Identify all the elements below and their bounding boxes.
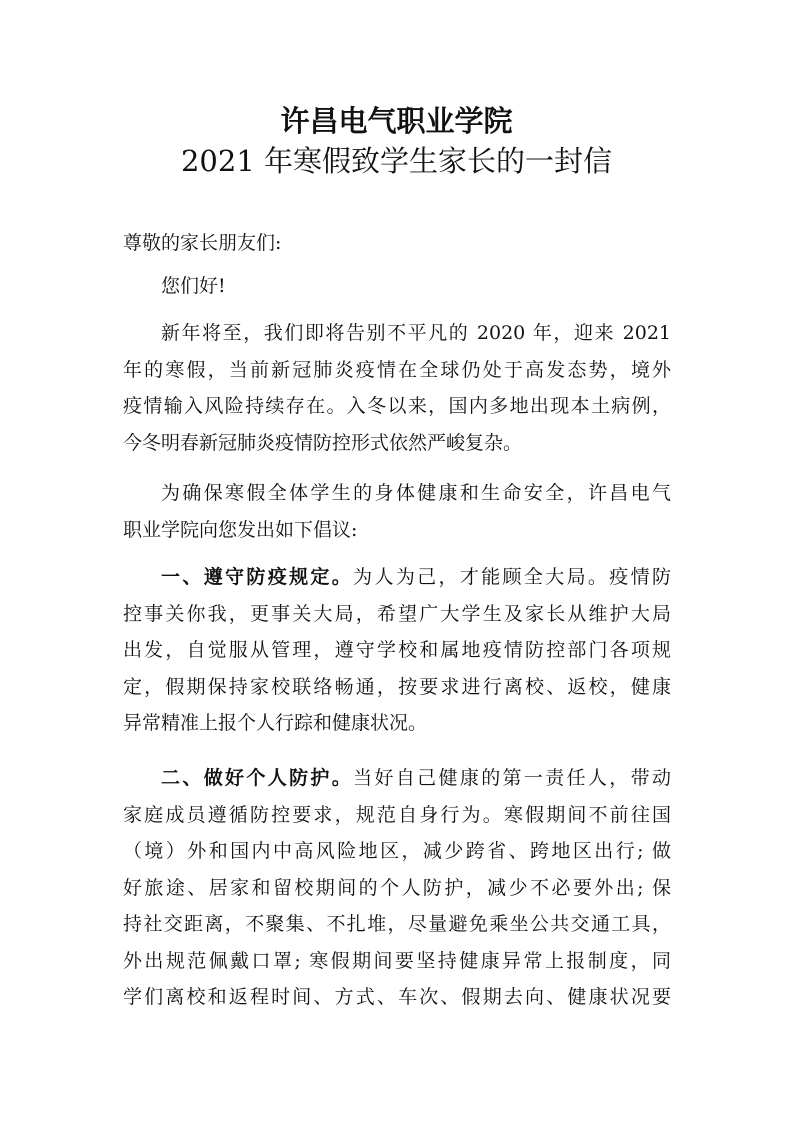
document-title-school: 许昌电气职业学院 (280, 104, 513, 138)
paragraph-line: 外出规范佩戴口罩; 寒假期间要坚持健康异常上报制度，同 (123, 949, 671, 972)
paragraph-line: 职业学院向您发出如下倡议: (123, 518, 358, 541)
paragraph-line: 控事关你我，更事关大局，希望广大学生及家长从维护大局 (123, 602, 671, 625)
paragraph-line: 疫情输入风险持续存在。入冬以来，国内多地出现本土病例， (123, 395, 671, 417)
paragraph-line: （境）外和国内中高风险地区，减少跨省、跨地区出行; 做 (123, 840, 671, 862)
paragraph-line: 学们离校和返程时间、方式、车次、假期去向、健康状况要 (123, 986, 671, 1008)
paragraph-line: 年的寒假，当前新冠肺炎疫情在全球仍处于高发态势，境外 (123, 358, 671, 381)
paragraph-rule-2 (123, 760, 671, 1016)
paragraph-line (123, 559, 671, 596)
paragraph-line: 持社交距离，不聚集、不扎堆，尽量避免乘坐公共交通工具， (123, 913, 671, 935)
paragraph-line: 出发，自觉服从管理，遵守学校和属地疫情防控部门各项规 (123, 639, 671, 661)
paragraph-rule-1 (123, 559, 671, 742)
paragraph-line: 新年将至，我们即将告别不平凡的 2020 年，迎来 2021 (161, 322, 671, 344)
paragraph-line: 为确保寒假全体学生的身体健康和生命安全，许昌电气 (161, 482, 671, 504)
paragraph-line-text: 为人为己，才能顾全大局。疫情防 (353, 566, 671, 588)
paragraph-intro (123, 315, 671, 461)
paragraph-line: 好旅途、居家和留校期间的个人防护，减少不必要外出; 保 (123, 876, 671, 899)
paragraph-line: 今冬明春新冠肺炎疫情防控形式依然严峻复杂。 (123, 431, 523, 454)
salutation: 尊敬的家长朋友们: (123, 232, 282, 254)
paragraph-line: 定，假期保持家校联络畅通，按要求进行离校、返校，健康 (123, 675, 671, 698)
paragraph-line-text: 当好自己健康的第一责任人，带动 (353, 767, 671, 789)
paragraph-line: 家庭成员遵循防控要求，规范自身行为。寒假期间不前往国 (123, 803, 671, 826)
document-title-letter: 2021 年寒假致学生家长的一封信 (180, 144, 613, 178)
greeting: 您们好! (161, 275, 226, 297)
paragraph-line (123, 760, 671, 797)
section-heading: 一、遵守防疫规定。 (161, 566, 354, 588)
section-heading: 二、做好个人防护。 (161, 767, 354, 789)
paragraph-proposal (123, 475, 671, 548)
paragraph-line: 异常精准上报个人行踪和健康状况。 (123, 712, 428, 734)
